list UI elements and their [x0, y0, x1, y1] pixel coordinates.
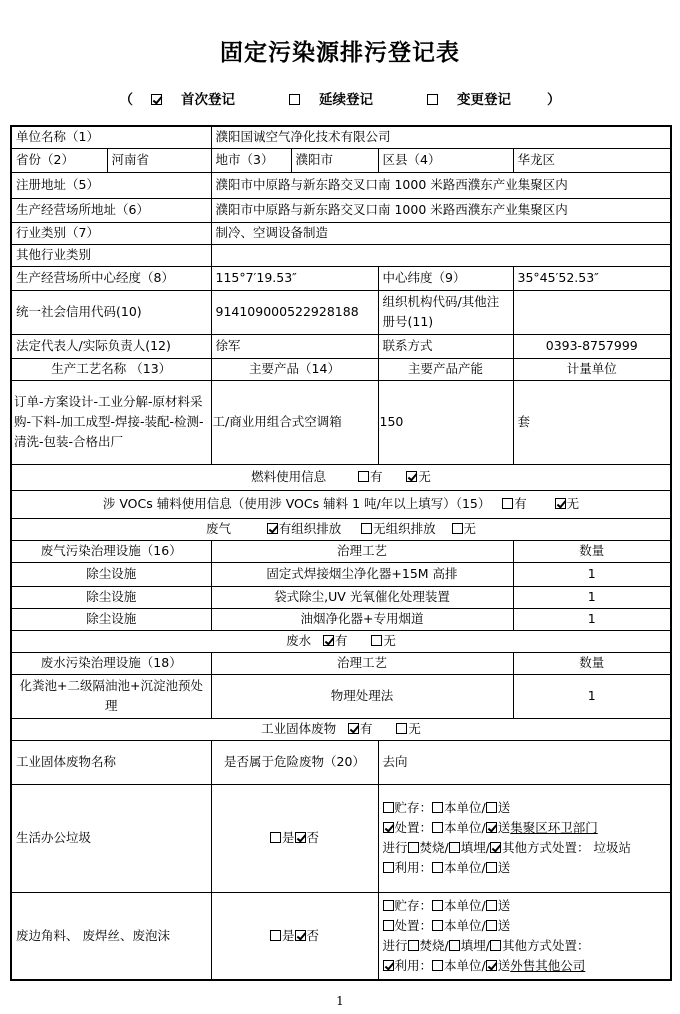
contact-value: 0393-8757999 [513, 334, 671, 358]
solid-waste-row: 工业固体废物 有 无 [11, 718, 671, 740]
longitude-value: 115°7′19.53″ [211, 266, 378, 290]
city-value: 濮阳市 [291, 148, 378, 172]
unit-col-header: 计量单位 [513, 358, 671, 380]
gas-process-cell: 袋式除尘,UV 光氧催化处理装置 [211, 586, 513, 608]
checkbox-store[interactable] [383, 802, 394, 813]
latitude-label: 中心纬度（9） [378, 266, 513, 290]
water-process-header: 治理工艺 [211, 652, 513, 674]
checkbox-own-unit[interactable] [432, 862, 443, 873]
use-send-target: 外售其他公司 [510, 957, 586, 973]
prod-address-value: 濮阳市中原路与新东路交叉口南 1000 米路西濮东产业集聚区内 [211, 198, 671, 222]
checkbox-water-yes[interactable] [323, 635, 334, 646]
checkbox-burn[interactable] [408, 842, 419, 853]
checkbox-solid-yes[interactable] [348, 723, 359, 734]
checkbox-own-unit[interactable] [432, 960, 443, 971]
province-value: 河南省 [107, 148, 211, 172]
org-code-value [513, 290, 671, 334]
checkbox-fuel-yes[interactable] [358, 471, 369, 482]
checkbox-gas-unorganized[interactable] [361, 523, 372, 534]
other-industry-label: 其他行业类别 [11, 244, 211, 266]
other-industry-value [211, 244, 671, 266]
legal-rep-label: 法定代表人/实际负责人(12) [11, 334, 211, 358]
checkbox-first-registration[interactable] [151, 94, 162, 105]
checkbox-send[interactable] [486, 822, 497, 833]
dispose-send-target: 集聚区环卫部门 [510, 820, 598, 835]
province-label: 省份（2） [11, 148, 107, 172]
waste-water-row: 废水 有 无 [11, 630, 671, 652]
checkbox-send[interactable] [486, 862, 497, 873]
checkbox-dispose[interactable] [383, 920, 394, 931]
solid-waste-name: 废边角料、 废焊丝、废泡沫 [11, 892, 211, 980]
checkbox-hazard-yes[interactable] [270, 832, 281, 843]
checkbox-own-unit[interactable] [432, 920, 443, 931]
water-qty-cell: 1 [513, 674, 671, 718]
checkbox-hazard-no[interactable] [295, 930, 306, 941]
gas-facility-header: 废气污染治理设施（16） [11, 540, 211, 562]
industry-label: 行业类别（7） [11, 222, 211, 244]
latitude-value: 35°45′52.53″ [513, 266, 671, 290]
checkbox-dispose[interactable] [383, 822, 394, 833]
county-label: 区县（4） [378, 148, 513, 172]
checkbox-own-unit[interactable] [432, 802, 443, 813]
unit-name-label: 单位名称（1） [11, 126, 211, 148]
checkbox-landfill[interactable] [449, 940, 460, 951]
water-process-cell: 物理处理法 [211, 674, 513, 718]
reg-address-label: 注册地址（5） [11, 172, 211, 198]
process-name-value: 订单-方案设计-工业分解-原材料采购-下料-加工成型-焊接-装配-检测-清洗-包装-合格出厂 [11, 380, 211, 464]
checkbox-vocs-yes[interactable] [502, 498, 513, 509]
gas-process-cell: 油烟净化器+专用烟道 [211, 608, 513, 630]
waste-gas-row: 废气 有组织排放 无组织排放 无 [11, 518, 671, 540]
checkbox-hazard-no[interactable] [295, 832, 306, 843]
solid-name-header: 工业固体废物名称 [11, 740, 211, 784]
registration-change[interactable]: 变更登记 ） [427, 88, 579, 108]
hazard-choice: 是 否 [211, 784, 378, 892]
vocs-info-row: 涉 VOCs 辅料使用信息（使用涉 VOCs 辅料 1 吨/年以上填写）（15） 有 无 [11, 490, 671, 518]
registration-form-table [10, 125, 672, 981]
unit-name-value: 濮阳国诚空气净化技术有限公司 [211, 126, 671, 148]
registration-continue[interactable]: 延续登记 [289, 88, 391, 108]
unit-value: 套 [513, 380, 671, 464]
checkbox-continue-registration[interactable] [289, 94, 300, 105]
checkbox-send[interactable] [486, 960, 497, 971]
gas-facility-cell: 除尘设施 [11, 608, 211, 630]
checkbox-solid-no[interactable] [396, 723, 407, 734]
solid-destination: 贮存： 本单位/ 送 处置： 本单位/ 送 进行 焚烧/ 填埋/ 其他方式处置： 利用： 本单位/ 送外售其他公司 [378, 892, 671, 980]
credit-code-value: 914109000522928188 [211, 290, 378, 334]
product-col-header: 主要产品（14） [211, 358, 378, 380]
legal-rep-value: 徐军 [211, 334, 378, 358]
gas-qty-cell: 1 [513, 608, 671, 630]
reg-address-value: 濮阳市中原路与新东路交叉口南 1000 米路西濮东产业集聚区内 [211, 172, 671, 198]
city-label: 地市（3） [211, 148, 291, 172]
checkbox-vocs-no[interactable] [555, 498, 566, 509]
capacity-value: 150 [378, 380, 513, 464]
other-way-target: 垃圾站 [593, 840, 631, 855]
longitude-label: 生产经营场所中心经度（8） [11, 266, 211, 290]
capacity-col-header: 主要产品产能 [378, 358, 513, 380]
solid-hazard-header: 是否属于危险废物（20） [211, 740, 378, 784]
gas-qty-cell: 1 [513, 562, 671, 586]
water-facility-header: 废水污染治理设施（18） [11, 652, 211, 674]
product-value: 工/商业用组合式空调箱 [211, 380, 378, 464]
gas-process-cell: 固定式焊接烟尘净化器+15M 高排 [211, 562, 513, 586]
gas-qty-header: 数量 [513, 540, 671, 562]
checkbox-landfill[interactable] [449, 842, 460, 853]
checkbox-use[interactable] [383, 960, 394, 971]
checkbox-gas-none[interactable] [452, 523, 463, 534]
water-qty-header: 数量 [513, 652, 671, 674]
solid-dest-header: 去向 [378, 740, 671, 784]
checkbox-send[interactable] [486, 802, 497, 813]
industry-value: 制冷、空调设备制造 [211, 222, 671, 244]
checkbox-gas-organized[interactable] [267, 523, 278, 534]
checkbox-other-way[interactable] [490, 842, 501, 853]
registration-first[interactable]: （ 首次登记 [119, 92, 235, 108]
fuel-info-row: 燃料使用信息 有 无 [11, 464, 671, 490]
solid-destination: 贮存： 本单位/ 送 处置： 本单位/ 送集聚区环卫部门 进行 焚烧/ 填埋/ 其他方式处置： 垃圾站 利用： 本单位/ 送 [378, 784, 671, 892]
page-number: 1 [336, 994, 344, 1008]
water-facility-cell: 化粪池+二级隔油池+沉淀池预处理 [11, 674, 211, 718]
checkbox-own-unit[interactable] [432, 900, 443, 911]
contact-label: 联系方式 [378, 334, 513, 358]
checkbox-fuel-no[interactable] [406, 471, 417, 482]
gas-facility-cell: 除尘设施 [11, 586, 211, 608]
gas-process-header: 治理工艺 [211, 540, 513, 562]
gas-qty-cell: 1 [513, 586, 671, 608]
checkbox-send[interactable] [486, 920, 497, 931]
checkbox-own-unit[interactable] [432, 822, 443, 833]
checkbox-burn[interactable] [408, 940, 419, 951]
prod-address-label: 生产经营场所地址（6） [11, 198, 211, 222]
checkbox-store[interactable] [383, 900, 394, 911]
checkbox-other-way[interactable] [490, 940, 501, 951]
solid-waste-name: 生活办公垃圾 [11, 784, 211, 892]
checkbox-change-registration[interactable] [427, 94, 438, 105]
checkbox-use[interactable] [383, 862, 394, 873]
org-code-label: 组织机构代码/其他注册号(11) [378, 290, 513, 334]
registration-type-line [0, 88, 680, 108]
checkbox-hazard-yes[interactable] [270, 930, 281, 941]
page-title: 固定污染源排污登记表 [220, 40, 460, 66]
gas-facility-cell: 除尘设施 [11, 562, 211, 586]
checkbox-send[interactable] [486, 900, 497, 911]
county-value: 华龙区 [513, 148, 671, 172]
hazard-choice: 是 否 [211, 892, 378, 980]
checkbox-water-no[interactable] [371, 635, 382, 646]
process-col-header: 生产工艺名称 （13） [11, 358, 211, 380]
credit-code-label: 统一社会信用代码(10) [11, 290, 211, 334]
